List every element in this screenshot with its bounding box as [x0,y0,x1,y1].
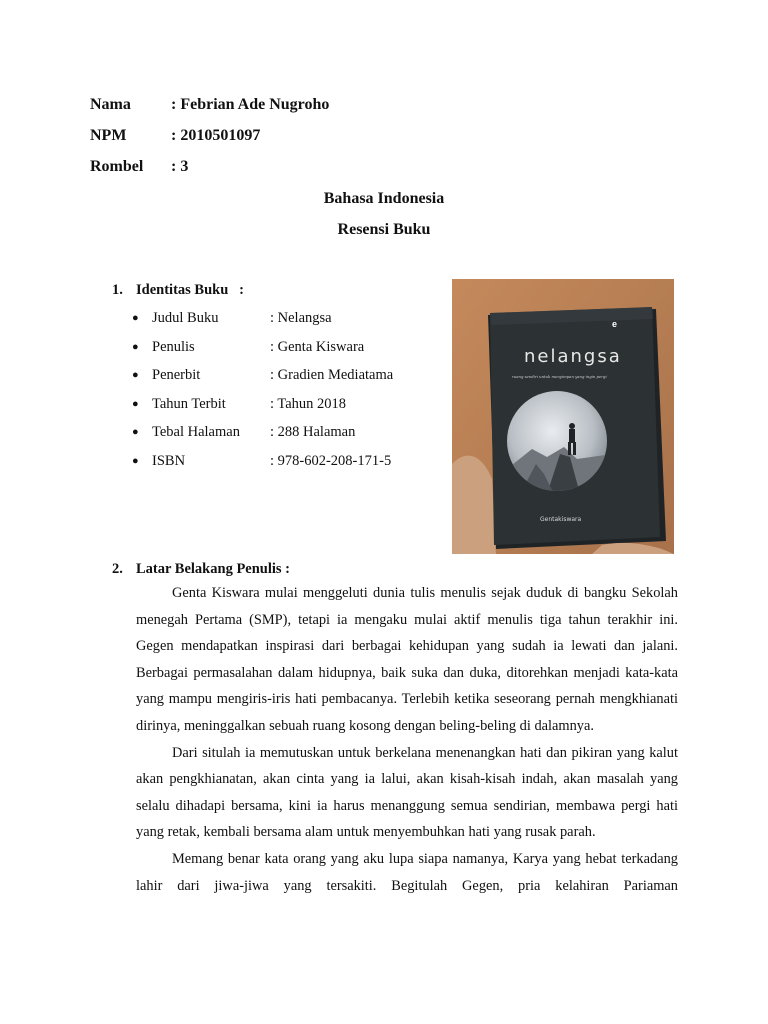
name-value: : Febrian Ade Nugroho [171,96,330,113]
cover-author: Gentakiswara [540,516,582,523]
list-item [132,308,393,337]
student-name-row [90,95,329,115]
publisher-logo-icon: e [612,319,618,329]
npm-label: NPM [90,127,127,144]
student-rombel-row [90,157,188,177]
item-value: : Tahun 2018 [270,395,347,412]
item-value: : 978-602-208-171-5 [270,452,392,469]
cover-subtitle: ruang sendiri untuk menyimpan yang ingin pergi [512,374,607,379]
item-key: Penerbit [152,367,201,384]
bullet-icon: ● [132,454,139,467]
npm-value: : 2010501097 [171,127,261,144]
bullet-icon: ● [132,397,139,410]
item-value: : Nelangsa [270,310,332,326]
item-key: Tebal Halaman [152,424,240,441]
list-item [132,451,393,480]
section-identitas-heading [112,281,244,299]
list-item [132,422,393,451]
subject-title: Bahasa Indonesia [323,190,445,207]
item-value: : 288 Halaman [270,424,356,441]
item-key: Tahun Terbit [152,395,226,412]
paragraph: Memang benar kata orang yang aku lupa siapa namanya, Karya yang hebat terkadang lahir dari jiwa-jiwa yang tersakiti. Begitulah Gegen, pria kelahiran Pariaman [136,850,678,894]
item-key: Judul Buku [152,310,219,326]
item-value: : Gradien Mediatama [270,367,394,384]
student-npm-row [90,126,260,146]
book-photo-svg [452,279,674,554]
section-number: 2. [112,561,123,577]
rombel-value: : 3 [171,158,189,175]
name-label: Nama [90,96,131,113]
bullet-icon: ● [132,369,139,382]
bullet-icon: ● [132,340,139,353]
section-latar-heading [112,560,290,578]
paragraph: Dari situlah ia memutuskan untuk berkelana menenangkan hati dan pikiran yang kalut akan pengkhianatan, akan cinta yang ia lalui, akan kisah-kisah indah, akan masalah yang selalu dihadapi bersama, kini ia harus menanggung semua sendirian, membawa pergi hati yang retak, kembali bersama alam untuk menyembuhkan hati yang rusak parah. [136,744,678,841]
item-value: : Genta Kiswara [270,338,365,355]
list-item [132,394,393,423]
rombel-label: Rombel [90,158,144,175]
item-key: ISBN [152,452,186,469]
bullet-icon: ● [132,312,139,324]
list-item [132,337,393,366]
document-title: Resensi Buku [337,221,431,238]
section-number: 1. [112,282,123,298]
paragraph: Genta Kiswara mulai menggeluti dunia tulis menulis sejak duduk di bangku Sekolah menegah Pertama (SMP), tetapi ia mengaku mulai aktif menulis tiga tahun terakhir ini. Gegen mendapatkan inspirasi dari berbagai kehidupan yang sudah ia lewati dan jalani. Berbagai permasalahan dalam hidupnya, baik suka dan duka, ditorehkan menjadi kata-kata yang mampu mengiris-iris hati pembacanya. Terlebih ketika seseorang pernah mengkhianati dirinya, meninggalkan sebuah ruang kosong dengan beling-beling di dalamnya. [136,585,678,734]
list-item [132,365,393,394]
bullet-icon: ● [132,426,139,439]
book-identity-list [132,308,393,480]
item-key: Penulis [152,338,195,355]
book-cover-photo [452,279,674,554]
section-heading-text: Identitas Buku : [136,282,244,298]
section-heading-text: Latar Belakang Penulis : [136,561,291,577]
latar-belakang-body [136,580,678,899]
cover-title: nelangsa [524,346,622,367]
